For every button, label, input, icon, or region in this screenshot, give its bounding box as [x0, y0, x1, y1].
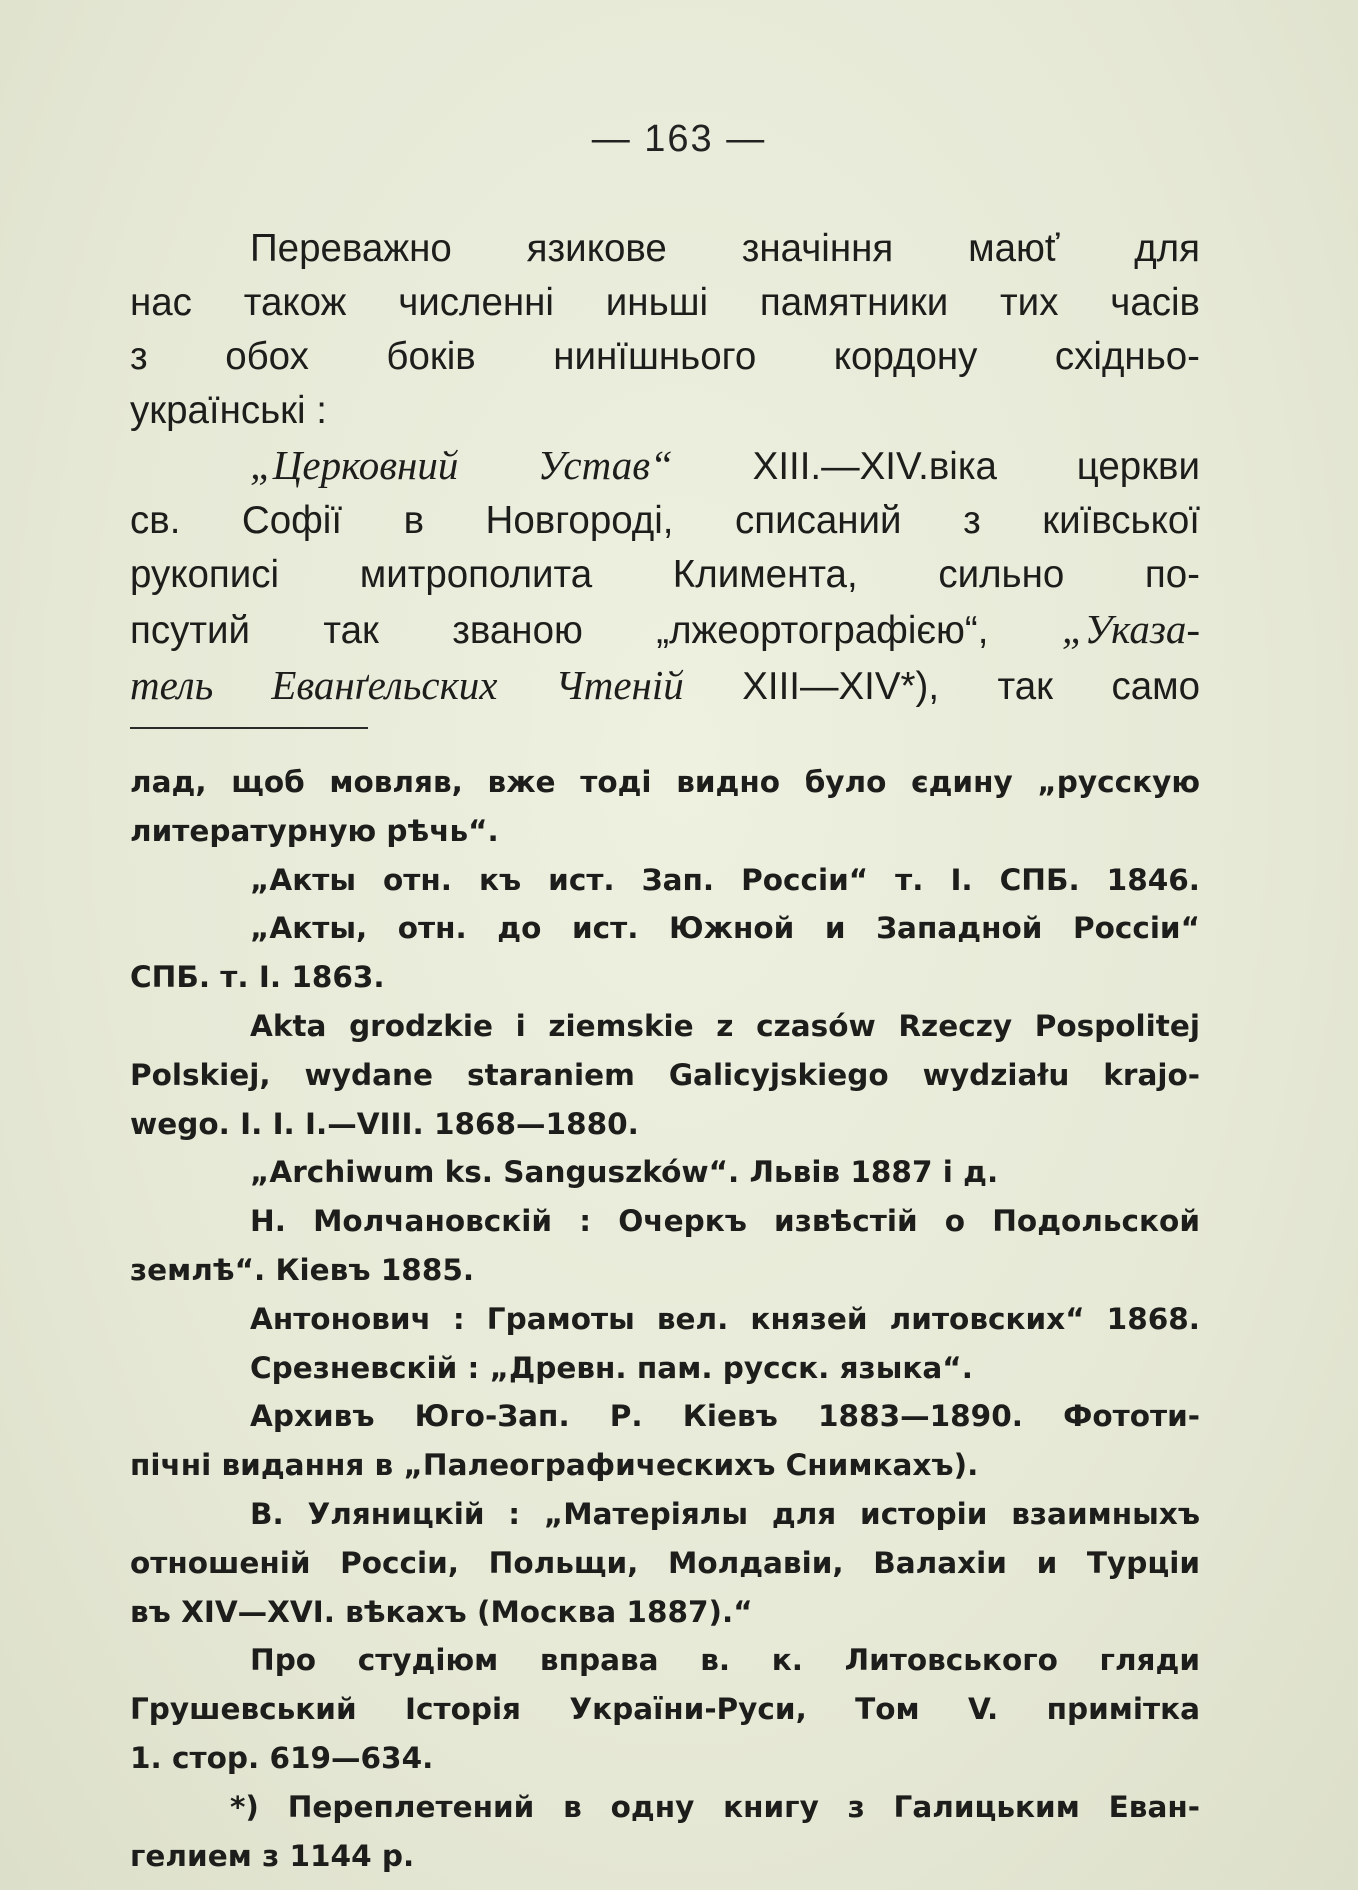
italic-title-ukazatel-cont: тель Еванґельских Чтеній: [130, 662, 684, 708]
footnote-line: литературную рѣчь“.: [130, 813, 499, 848]
footnote-line: В. Уляницкій : „Матеріялы для исторіи взаимныхъ: [250, 1496, 1200, 1531]
footnote-line: Н. Молчановскій : Очеркъ извѣстій о Подольской: [250, 1204, 1200, 1239]
paragraph-2-line-2: св. Софії в Новгороді, списаний з київської: [130, 499, 1200, 542]
line-text: XIII.—XIV.віка церкви: [672, 445, 1200, 488]
footnote-line: Polskiej, wydane staraniem Galicyjskiego wydziału krajo-: [130, 1057, 1200, 1092]
paragraph-1-line-2: нас також численні иньші памятники тих часів: [130, 281, 1200, 324]
footnote-line: Про студіюм вправа в. к. Литовського гляди: [250, 1643, 1200, 1678]
footnote-line: „Акты отн. къ ист. Зап. Россіи“ т. І. СПБ. 1846.: [250, 862, 1200, 897]
footnote-line: „Акты, отн. до ист. Южной и Западной Россіи“: [250, 911, 1200, 946]
paragraph-1-line-4: українські :: [130, 389, 327, 432]
footnotes: [130, 758, 1200, 1880]
line-text: XIII—XIV*), так само: [683, 665, 1200, 708]
footnote-separator: [130, 727, 368, 729]
paragraph-2-line-1: [130, 438, 1200, 494]
paragraph-2-line-5: [130, 658, 1200, 714]
paragraph-2-line-3: рукописі митрополита Климента, сильно по-: [130, 553, 1200, 596]
main-text: [130, 222, 1200, 714]
footnote-line: землѣ“. Кіевъ 1885.: [130, 1252, 475, 1287]
paragraph-1-line-3: з обох боків нинїшнього кордону східньо-: [130, 335, 1200, 378]
footnote-line: гелием з 1144 р.: [130, 1838, 415, 1873]
italic-title-ukazatel: „Указа-: [1061, 606, 1200, 652]
footnote-line: Архивъ Юго-Зап. Р. Кіевъ 1883—1890. Фототи-: [250, 1399, 1200, 1434]
footnote-line: Akta grodzkie i ziemskie z czasów Rzeczy Pospolitej: [250, 1008, 1200, 1043]
footnote-line: 1. стор. 619—634.: [130, 1740, 434, 1775]
footnote-line: Антонович : Грамоты вел. князей литовских“ 1868.: [250, 1301, 1200, 1336]
italic-title-ustav: „Церковний Устав“: [250, 442, 673, 488]
footnote-line: пічні видання в „Палеографическихъ Снимкахъ).: [130, 1448, 979, 1483]
paragraph-1-line-1: Переважно язикове значіння маюť для: [250, 227, 1200, 270]
footnote-asterisk-line: *) Переплетений в одну книгу з Галицьким Еван-: [230, 1789, 1200, 1824]
footnote-line: Срезневскій : „Древн. пам. русск. языка“.: [250, 1350, 973, 1385]
paragraph-2-line-4: [130, 602, 1200, 658]
footnote-line: СПБ. т. І. 1863.: [130, 960, 385, 995]
footnote-line: въ XIV—XVI. вѣкахъ (Москва 1887).“: [130, 1594, 753, 1629]
footnote-line: „Archiwum ks. Sanguszków“. Львів 1887 і д.: [250, 1155, 999, 1190]
footnote-line: лад, щоб мовляв, вже тоді видно було єдину „русскую: [130, 765, 1200, 799]
line-text: псутий так званою „лжеортографією“,: [130, 609, 1062, 652]
footnote-line: отношеній Россіи, Польщи, Молдавіи, Валахіи и Турціи: [130, 1545, 1200, 1580]
footnote-line: wego. I. I. I.—VIII. 1868—1880.: [130, 1106, 639, 1141]
footnote-line: Грушевський Історія України-Руси, Том V. примітка: [130, 1692, 1200, 1727]
page-number: — 163 —: [591, 118, 767, 160]
